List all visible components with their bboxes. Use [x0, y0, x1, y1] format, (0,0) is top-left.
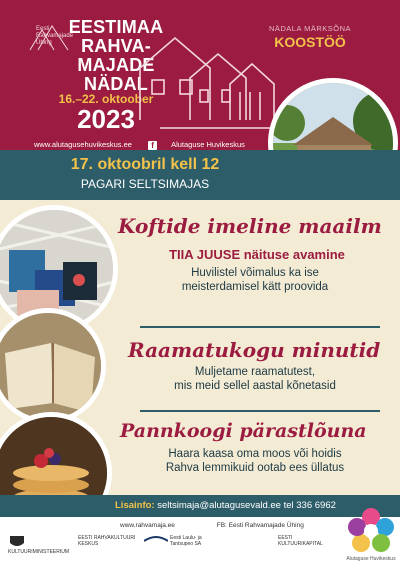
- title-line-1: EESTIMAA: [68, 17, 164, 37]
- divider-2: [140, 410, 380, 412]
- section-1-title: Koftide imeline maailm: [118, 214, 382, 238]
- divider-1: [140, 326, 380, 328]
- section-3-line-2: Rahva lemmikuid ootab ees üllatus: [165, 462, 345, 474]
- section-2-line-2: mis meid sellel aastal kõnetasid: [174, 380, 336, 392]
- coat-of-arms-icon: [8, 535, 26, 549]
- footer-links: [120, 522, 344, 529]
- partner-logo-label: Alutaguse Huvikeskus: [346, 556, 396, 562]
- facebook-icon: f: [148, 141, 157, 150]
- section-2-body: [130, 365, 380, 393]
- sponsor-ministry: [8, 535, 72, 555]
- section-2-title: Raamatukogu minutid: [128, 338, 381, 362]
- section-1-line-2: meisterdamisel kätt proovida: [181, 281, 329, 293]
- contact-links: [34, 140, 273, 150]
- facebook-link[interactable]: [148, 140, 259, 149]
- section-1-line-1: Huvilistel võimalus ka ise: [191, 267, 319, 279]
- title-line-2: RAHVA-: [81, 36, 151, 56]
- event-place: PAGARI SELTSIMAJAS: [80, 177, 210, 191]
- title-line-4: NÄDAL: [84, 74, 148, 94]
- sponsor-folk-culture-label: EESTI RAHVAKULTUURI KESKUS: [78, 535, 136, 547]
- sponsor-ministry-label: KULTUURIMINISTEERIUM: [8, 549, 70, 555]
- section-1-body: [135, 266, 375, 294]
- theme-word: KOOSTÖÖ: [274, 34, 346, 50]
- info-contact: [115, 500, 336, 511]
- footer-facebook-link[interactable]: FB: Eesti Rahvamajade Ühing: [216, 522, 304, 529]
- facebook-label: Alutaguse Huvikeskus: [171, 140, 245, 149]
- info-label: Lisainfo:: [115, 500, 155, 511]
- sponsor-culture-capital: [278, 535, 336, 547]
- info-details[interactable]: seltsimaja@alutagusevald.ee tel 336 6962: [157, 500, 336, 511]
- title-line-3: MAJADE: [77, 55, 155, 75]
- footer-website-link[interactable]: www.rahvamaja.ee: [120, 522, 175, 529]
- website-link[interactable]: www.alutagusehuvikeskus.ee: [34, 140, 132, 149]
- theme-label: NÄDALA MÄRKSÕNA: [268, 24, 352, 33]
- section-3-line-1: Haara kaasa oma moos või hoidis: [168, 448, 342, 460]
- alutaguse-flower-logo: [345, 503, 397, 563]
- event-year: 2023: [77, 104, 135, 134]
- sponsor-folk-culture: [78, 535, 138, 547]
- sponsor-song-festival-label: Eesti Laulu- ja Tantsupeo SA: [170, 535, 202, 547]
- song-festival-logo-icon: [144, 535, 168, 543]
- event-date-time: 17. oktoobril kell 12: [70, 156, 220, 173]
- section-2-line-1: Muljetame raamatutest,: [194, 366, 316, 378]
- section-1-subtitle: TIIA JUUSE näituse avamine: [169, 247, 345, 262]
- event-dates: 16.–22. oktoober: [58, 92, 154, 106]
- organizer-logo-text: Eesti Rahvamajade Ühing: [36, 26, 74, 46]
- section-3-body: [120, 447, 390, 475]
- sponsor-culture-capital-label: EESTI KULTUURIKAPITAL: [278, 535, 323, 547]
- sponsor-song-festival: [144, 535, 224, 547]
- section-3-title: Pannkoogi pärastlõuna: [120, 420, 367, 442]
